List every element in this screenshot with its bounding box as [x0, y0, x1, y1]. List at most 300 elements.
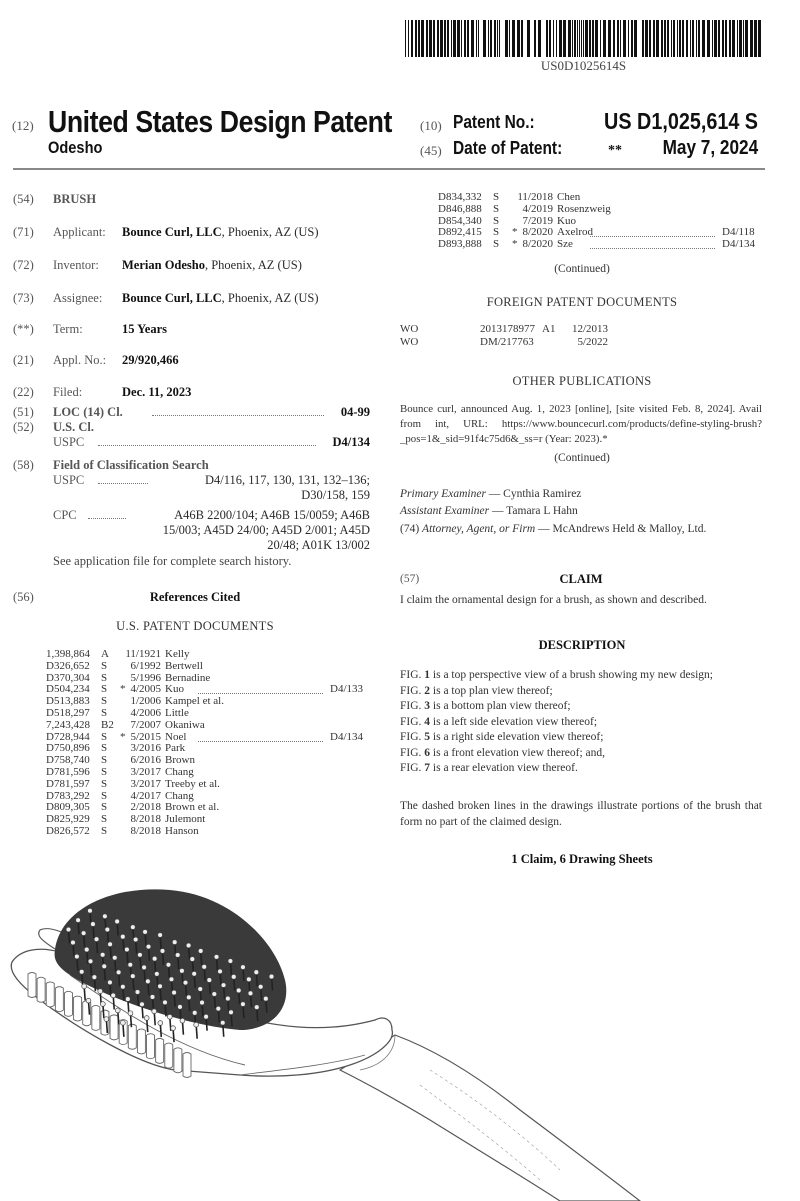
barcode-bar: [631, 20, 633, 57]
bristle-tip: [172, 940, 177, 945]
bristle-tip: [66, 927, 71, 932]
bristle-tip: [269, 974, 274, 979]
barcode-bar: [490, 20, 492, 57]
ref-date: 3/2016: [130, 742, 161, 755]
bristle-tip: [111, 993, 116, 998]
barcode-bar: [421, 20, 424, 57]
barcode-bar: [563, 20, 566, 57]
ref-name: Treeby et al.: [165, 777, 220, 790]
ref-date: 4/2006: [130, 707, 161, 719]
figure-description: [400, 715, 762, 731]
ref-number: D728,944: [46, 730, 90, 743]
barcode-bar: [471, 20, 474, 57]
ref-date: 7/2007: [130, 718, 161, 731]
reference-row: [0, 779, 390, 791]
barcode-bar: [464, 20, 466, 57]
code-12: (12): [12, 118, 34, 133]
barcode-bar: [718, 20, 720, 57]
ref-class: D4/134: [330, 730, 363, 743]
bristle-tip: [142, 965, 147, 970]
bristle-tip: [115, 919, 120, 924]
grip-rib: [128, 1024, 136, 1049]
leader-dots: [88, 517, 126, 519]
ref-kind: S: [101, 801, 108, 814]
foreign-patent-documents-heading: FOREIGN PATENT DOCUMENTS: [486, 295, 678, 309]
ref-kind: A1: [542, 323, 556, 335]
cpc-label: CPC: [53, 508, 77, 522]
reference-row: [0, 720, 390, 732]
bristle-tip: [82, 984, 87, 989]
applicant-location: , Phoenix, AZ (US): [221, 225, 319, 239]
bristle-tip: [183, 980, 188, 985]
figure-description: [400, 668, 762, 684]
ref-name: Brown et al.: [165, 801, 220, 814]
ref-date: 8/2020: [522, 226, 553, 239]
field-term: [0, 322, 390, 336]
bristle-tip: [258, 984, 263, 989]
assistant-examiner: [400, 504, 762, 518]
barcode-text: US0D1025614S: [540, 58, 627, 73]
field-code: (22): [13, 385, 34, 399]
assistant-examiner-name: — Tamara L Hahn: [492, 505, 578, 517]
fig-text: is a right side elevation view thereof;: [430, 731, 604, 743]
bristle-tip: [152, 956, 157, 961]
bristle-tip: [204, 1014, 209, 1019]
barcode-bar: [509, 20, 510, 57]
barcode-bar: [679, 20, 681, 57]
leader-dots: [590, 247, 715, 249]
code-10: (10): [420, 118, 442, 133]
date-of-patent-label: Date of Patent:: [453, 138, 563, 158]
description-heading: DESCRIPTION: [538, 638, 626, 652]
field-label: Inventor:: [53, 258, 99, 272]
ref-country: WO: [400, 335, 419, 348]
barcode-bar: [608, 20, 611, 57]
figure-descriptions: [400, 668, 762, 777]
uspc-classes-line-1: D4/116, 117, 130, 131, 132–136;: [204, 473, 370, 487]
barcode-bar: [745, 20, 748, 57]
bristle-tip: [241, 1002, 246, 1007]
document-title: United States Design Patent: [48, 104, 392, 139]
leader-dots: [198, 740, 323, 742]
barcode-bar: [707, 20, 710, 57]
grip-rib: [74, 996, 82, 1021]
bristle-tip: [88, 959, 93, 964]
ref-kind: S: [101, 754, 108, 767]
bristle-tip: [231, 974, 236, 979]
ref-country: WO: [400, 323, 419, 335]
barcode-bar: [433, 20, 435, 57]
ref-name: Bertwell: [165, 659, 203, 672]
bristle-tip: [248, 991, 253, 996]
barcode-bar: [603, 20, 606, 57]
fig-number: 3: [424, 700, 431, 712]
fig-label: FIG.: [400, 715, 422, 728]
bristle-tip: [138, 952, 143, 957]
barcode-bar: [467, 20, 469, 57]
ref-date: 4/2017: [130, 789, 161, 802]
primary-examiner-label: Primary Examiner: [400, 488, 486, 500]
ref-number: D846,888: [438, 202, 482, 215]
grip-rib: [110, 1015, 118, 1040]
barcode-bar: [568, 20, 571, 57]
barcode-bar: [613, 20, 615, 57]
barcode-bar: [534, 20, 536, 57]
field-label: Applicant:: [53, 225, 106, 239]
field-code: (72): [13, 258, 34, 272]
barcode-bar: [549, 20, 551, 57]
barcode-bar: [722, 20, 724, 57]
barcode-bar: [737, 20, 738, 57]
figure-description: [400, 746, 762, 762]
bristle-tip: [152, 1009, 157, 1014]
field-code: (58): [13, 458, 34, 472]
field-label: Appl. No.:: [53, 353, 107, 367]
bristle-tip: [76, 918, 81, 923]
barcode-bar: [667, 20, 669, 57]
ref-date: 2/2018: [130, 801, 161, 814]
ref-number: 7,243,428: [46, 718, 90, 731]
assistant-examiner-label: Assistant Examiner: [400, 505, 490, 517]
references-cited-heading: References Cited: [149, 590, 241, 604]
barcode-bar: [690, 20, 691, 57]
grip-rib: [165, 1043, 173, 1068]
ref-name: Kelly: [165, 648, 190, 660]
ref-date: 12/2013: [571, 323, 608, 335]
ref-kind: S: [493, 214, 500, 227]
ref-class: D4/118: [722, 226, 755, 239]
reference-row: [392, 204, 772, 216]
barcode-bar: [527, 20, 530, 57]
barcode-bar: [739, 20, 742, 57]
barcode-bar: [702, 20, 705, 57]
bristle-tip: [186, 995, 191, 1000]
barcode-bar: [408, 20, 409, 57]
references-cited-header: [0, 590, 390, 604]
bristle-tip: [92, 975, 97, 980]
ref-star: *: [120, 683, 126, 696]
ref-class: D4/134: [722, 238, 755, 251]
figure-description: [400, 730, 762, 746]
applicant-name: Bounce Curl, LLC: [122, 225, 222, 239]
barcode-bar: [585, 20, 588, 57]
barcode-bar: [444, 20, 446, 57]
ref-name: Hanson: [165, 825, 199, 837]
ref-date: 6/2016: [130, 754, 161, 767]
barcode-bar: [512, 20, 515, 57]
bristle-tip: [221, 983, 226, 988]
bristle-tip: [214, 954, 219, 959]
ref-number: D892,415: [438, 226, 482, 239]
assignee-location: , Phoenix, AZ (US): [221, 291, 319, 305]
field-appl-no: [0, 353, 390, 367]
ref-name: Axelrod: [557, 226, 594, 239]
bristle-tip: [100, 952, 105, 957]
bristle-tip: [145, 979, 150, 984]
grip-rib: [174, 1048, 182, 1073]
barcode-bar: [732, 20, 735, 57]
ref-name: Kuo: [165, 683, 184, 696]
grip-rib: [183, 1053, 191, 1078]
fig-text: is a left side elevation view thereof;: [430, 715, 598, 728]
bristle-tip: [91, 922, 96, 927]
ref-name: Bernadine: [165, 671, 211, 684]
date-marker: **: [608, 143, 622, 158]
header-divider: [13, 168, 765, 170]
grip-rib: [92, 1005, 100, 1030]
field-code: (74): [400, 523, 420, 535]
loc-value: 04-99: [340, 405, 370, 419]
barcode-bar: [429, 20, 432, 57]
brush-drawing: [0, 870, 800, 1201]
grip-rib: [137, 1029, 145, 1054]
bristle-tip: [86, 998, 91, 1003]
ref-class: D4/133: [330, 683, 363, 696]
leader-dots: [152, 414, 324, 416]
cpc-classes-line-3: 20/48; A01K 13/002: [267, 538, 370, 552]
ref-date: 11/2018: [517, 191, 553, 203]
ref-kind: S: [493, 238, 500, 251]
continued-note: (Continued): [554, 452, 610, 464]
barcode-bar: [579, 20, 580, 57]
barcode-bar: [653, 20, 655, 57]
barcode-bar: [488, 20, 489, 57]
barcode-bar: [556, 20, 557, 57]
ref-date: 6/1992: [130, 659, 161, 672]
barcode-bar: [656, 20, 659, 57]
fig-label: FIG.: [400, 731, 422, 743]
continued-note: (Continued): [554, 263, 610, 275]
bristle-tip: [160, 949, 165, 954]
field-code: (73): [13, 291, 34, 305]
bristle-tip: [166, 962, 171, 967]
barcode-bar: [553, 20, 554, 57]
barcode-bar: [592, 20, 594, 57]
bristle-tip: [200, 1000, 205, 1005]
bristle-tip: [120, 1020, 125, 1025]
barcode-bar: [457, 20, 460, 57]
barcode-bar: [559, 20, 562, 57]
bristle-tip: [186, 943, 191, 948]
barcode-bar: [440, 20, 443, 57]
bristle-tip: [171, 1026, 176, 1031]
ref-date: 11/1921: [125, 648, 161, 660]
bristle-tip: [198, 987, 203, 992]
bristle-tip: [169, 977, 174, 982]
ref-date: 3/2017: [130, 777, 161, 790]
barcode-bar: [447, 20, 449, 57]
field-code: (56): [13, 590, 34, 604]
field-title: [0, 192, 390, 206]
bristle-tip: [192, 971, 197, 976]
barcode-bar: [505, 20, 508, 57]
field-us-cl: [0, 420, 390, 448]
bristle-tip: [158, 933, 163, 938]
ref-kind: S: [101, 766, 108, 778]
ref-name: Sze: [557, 238, 573, 251]
other-publication-entry: Bounce curl, announced Aug. 1, 2023 [online], [site visited Feb. 8, 2024]. Avail from int, URL: https://www.bouncecurl.com/products/define-styling-brush?_pos=1&_sid=91f4c75d6&_ss=r (Year: 2023).*: [400, 403, 762, 445]
attorney-name: — McAndrews Held & Malloy, Ltd.: [538, 523, 707, 535]
barcode-bar: [692, 20, 694, 57]
us-cl-value: D4/134: [332, 435, 370, 449]
uspc-classes-line-2: D30/158, 159: [301, 488, 370, 502]
ref-name: Park: [165, 742, 186, 755]
inventor-location: , Phoenix, AZ (US): [204, 258, 302, 272]
ref-name: Kampel et al.: [165, 695, 224, 708]
grip-rib: [147, 1034, 155, 1059]
barcode-bar: [405, 20, 406, 57]
barcode-bar: [411, 20, 413, 57]
fig-label: FIG.: [400, 700, 422, 712]
ref-date: 5/2022: [577, 335, 608, 348]
ref-date: 5/1996: [130, 671, 161, 684]
bristle-tip: [104, 1017, 109, 1022]
field-code: (71): [13, 225, 34, 239]
assignee-name: Bounce Curl, LLC: [122, 291, 222, 305]
field-code: (**): [13, 322, 34, 336]
ref-name: Chang: [165, 789, 194, 802]
barcode-bar: [476, 20, 477, 57]
bristle-tip: [207, 978, 212, 983]
patent-number-label: Patent No.:: [453, 112, 535, 132]
fig-text: is a top plan view thereof;: [430, 684, 553, 697]
barcode-bar: [758, 20, 761, 57]
bristle-tip: [254, 1005, 259, 1010]
bristle-tip: [84, 947, 89, 952]
field-classification-search: [0, 458, 390, 568]
fig-text: is a bottom plan view thereof;: [430, 700, 571, 712]
ref-kind: S: [493, 191, 500, 203]
ref-kind: S: [101, 789, 108, 802]
bristle-tip: [236, 988, 241, 993]
ref-number: D893,888: [438, 238, 482, 251]
leader-dots: [98, 482, 148, 484]
bristle-tip: [212, 992, 217, 997]
bristle-tip: [218, 969, 223, 974]
bristle-tip: [79, 969, 84, 974]
bristle-tip: [143, 930, 148, 935]
bristle-tip: [180, 1018, 185, 1023]
barcode-bar: [483, 20, 486, 57]
field-label: LOC (14) Cl.: [53, 405, 123, 419]
barcode-bar: [461, 20, 462, 57]
primary-examiner: [400, 487, 762, 501]
inventor-name: Merian Odesho: [122, 258, 205, 272]
ref-name: Kuo: [557, 214, 576, 227]
ref-kind: S: [101, 671, 108, 684]
field-label: U.S. Cl.: [53, 420, 94, 434]
ref-number: D504,234: [46, 683, 90, 696]
barcode-bar: [478, 20, 479, 57]
barcode-bar: [583, 20, 584, 57]
cpc-classes-line-1: A46B 2200/104; A46B 15/0059; A46B: [174, 508, 370, 522]
ref-number: D370,304: [46, 671, 90, 684]
bristle-tip: [124, 947, 129, 952]
ref-kind: S: [101, 813, 108, 826]
field-label: Field of Classification Search: [53, 458, 209, 472]
fig-number: 2: [424, 684, 431, 697]
ref-number: D518,297: [46, 707, 90, 719]
barcode-bar: [686, 20, 688, 57]
ref-number: D781,596: [46, 766, 90, 778]
ref-kind: A: [101, 648, 109, 660]
bristle-tip: [100, 1002, 105, 1007]
barcode-bar: [494, 20, 496, 57]
bristle-tip: [190, 957, 195, 962]
fig-label: FIG.: [400, 762, 422, 774]
barcode-bar: [671, 20, 672, 57]
claims-sheets-summary: 1 Claim, 6 Drawing Sheets: [511, 852, 653, 866]
bristle-tip: [241, 965, 246, 970]
barcode-bar: [617, 20, 619, 57]
ref-date: 5/2015: [130, 730, 161, 743]
bristle-tip: [150, 995, 155, 1000]
cpc-classes-line-2: 15/003; A45D 24/00; A45D 2/001; A45D: [162, 523, 370, 537]
barcode-bar: [497, 20, 498, 57]
bristle-tip: [128, 962, 133, 967]
claim-text: I claim the ornamental design for a brush, as shown and described.: [400, 594, 707, 606]
bristle-tip: [228, 959, 233, 964]
reference-row: [392, 239, 772, 251]
fig-number: 5: [424, 731, 431, 743]
ref-date: 4/2005: [130, 683, 161, 696]
leader-dots: [98, 444, 316, 446]
barcode-bar: [677, 20, 678, 57]
bristle-tip: [116, 970, 121, 975]
grip-rib: [55, 987, 63, 1012]
barcode-bar: [451, 20, 452, 57]
barcode-bar: [600, 20, 601, 57]
date-of-patent: May 7, 2024: [662, 137, 758, 159]
claim-heading: CLAIM: [559, 572, 603, 586]
field-label: Term:: [53, 322, 83, 336]
field-applicant: [0, 225, 390, 239]
barcode-bar: [418, 20, 420, 57]
bristle-tip: [88, 908, 93, 913]
ref-name: Rosenzweig: [557, 202, 611, 215]
barcode-bar: [437, 20, 439, 57]
bristle-tip: [175, 953, 180, 958]
bristle-tip: [254, 970, 259, 975]
search-history-note: See application file for complete search history.: [53, 554, 292, 568]
appl-no-value: 29/920,466: [122, 353, 179, 367]
ref-name: Little: [165, 707, 189, 719]
barcode-bar: [725, 20, 727, 57]
barcode-bar: [649, 20, 651, 57]
barcode-bar: [750, 20, 753, 57]
ref-date: 1/2006: [130, 695, 161, 708]
barcode-bar: [623, 20, 626, 57]
barcode-bar: [521, 20, 523, 57]
bristle-tip: [192, 1010, 197, 1015]
attorney-label: Attorney, Agent, or Firm: [422, 523, 536, 535]
term-value: 15 Years: [122, 322, 168, 336]
barcode-bar: [517, 20, 520, 57]
barcode-bar: [664, 20, 666, 57]
barcode-bar: [581, 20, 582, 57]
fig-label: FIG.: [400, 684, 422, 697]
bristle-tip: [105, 927, 110, 932]
ref-kind: S: [101, 695, 108, 708]
barcode-bar: [538, 20, 541, 57]
bristle-tip: [225, 996, 230, 1001]
ref-kind: S: [101, 730, 108, 743]
bristle-tip: [163, 1000, 168, 1005]
ref-kind: S: [101, 777, 108, 790]
bristle-tip: [130, 974, 135, 979]
bristle-tip: [102, 964, 107, 969]
field-label: Assignee:: [53, 291, 103, 305]
